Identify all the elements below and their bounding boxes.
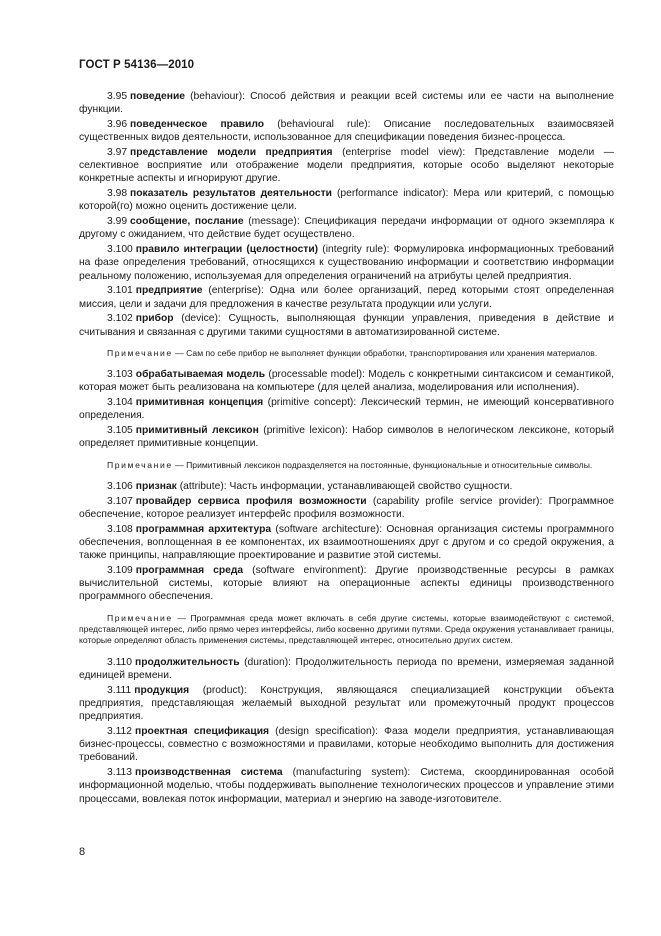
entry-definition: (capability profile service provider): Программное обеспечение, которое реализует интерфейс профиля возможности. xyxy=(79,495,614,521)
definition-entry xyxy=(79,215,614,241)
entry-term: продолжительность xyxy=(135,656,240,668)
document-body xyxy=(79,90,614,807)
definition-entry xyxy=(79,284,614,310)
entry-number: 3.111 xyxy=(107,684,132,696)
entry-number: 3.105 xyxy=(107,425,133,437)
entry-term: предприятие xyxy=(135,285,203,297)
entry-number: 3.101 xyxy=(107,285,133,297)
entry-number: 3.100 xyxy=(107,244,133,256)
definition-entry xyxy=(79,480,614,493)
entry-definition: (product): Конструкция, являющаяся специализацией конструкции объекта предприятия, представляющая желаемый выходной результат или промежуточный продукт процессов предприятия. xyxy=(79,684,614,723)
entry-definition: (manufacturing system): Система, скоординированная особой информационной моделью, чтобы поддерживать выполнение технологических процессов и управление этими процессами, вовлекая поток информации, материал и энергию на заводе-изготовителе. xyxy=(79,767,614,805)
note-paragraph xyxy=(79,460,614,471)
entry-number: 3.98 xyxy=(107,188,128,200)
definition-entry xyxy=(79,146,614,186)
entry-term: представление модели предприятия xyxy=(130,147,333,158)
entry-term: примитивный лексикон xyxy=(135,425,259,437)
document-header: ГОСТ Р 54136—2010 xyxy=(79,59,195,71)
entry-number: 3.107 xyxy=(107,495,133,507)
definition-entry xyxy=(79,725,614,765)
note-text: — Примитивный лексикон подразделяется на постоянные, функциональные и относительные символы. xyxy=(172,459,593,470)
entry-definition: (primitive concept): Лексический термин, не имеющий консервативного определения. xyxy=(79,397,615,422)
entry-number: 3.103 xyxy=(107,369,133,381)
definition-entry xyxy=(79,656,614,682)
entry-number: 3.113 xyxy=(107,767,133,779)
entry-term: правило интеграции (целостности) xyxy=(135,244,319,256)
definition-entry xyxy=(79,495,614,521)
entry-number: 3.95 xyxy=(107,91,128,102)
page-number: 8 xyxy=(79,846,86,858)
definition-entry xyxy=(79,396,614,422)
entry-definition: (device): Сущность, выполняющая функции управления, приведения в действие и считывания и связанная с другими такими сущностями в автоматизированной системе. xyxy=(79,313,614,338)
entry-definition: (software environment): Другие производственные ресурсы в рамках вычислительной системы, которые влияют на операционные аспекты единицы производственного программного обеспечения. xyxy=(79,565,614,603)
definition-entry xyxy=(79,684,614,724)
note-text: — Программная среда может включать в себя другие системы, которые взаимодействуют с системой, представляющей интерес, либо прямо через интерфейсы, либо косвенно другими путями. Среда окружения устанавливает границы, которые определяют область применения системы, представляющей интерес, относительно других систем. xyxy=(79,612,614,646)
note-label: Примечание xyxy=(107,612,173,623)
entry-number: 3.109 xyxy=(107,565,133,577)
entry-number: 3.110 xyxy=(107,656,133,668)
entry-number: 3.112 xyxy=(107,726,133,738)
entry-term: сообщение, послание xyxy=(130,216,244,228)
entry-term: обрабатываемая модель xyxy=(135,369,266,381)
entry-definition: (message): Спецификация передачи информации от одного экземпляра к другому с ожиданием, что действие будет осуществлено. xyxy=(79,216,615,241)
entry-term: поведение xyxy=(130,91,186,102)
entry-term: поведенческое правило xyxy=(130,119,265,130)
entry-term: продукция xyxy=(134,684,190,696)
entry-term: проектная спецификация xyxy=(135,726,270,738)
note-paragraph xyxy=(79,613,614,647)
definition-entry xyxy=(79,424,614,450)
definition-entry xyxy=(79,564,614,604)
entry-definition: (enterprise): Одна или более организаций, перед которыми стоят определенная миссия, цели и задачи для предложения в качестве результата продукции или услуги. xyxy=(79,285,614,310)
entry-number: 3.106 xyxy=(107,481,133,493)
definition-entry xyxy=(79,368,614,394)
entry-number: 3.108 xyxy=(107,523,133,535)
entry-number: 3.96 xyxy=(107,119,128,130)
definition-entry xyxy=(79,766,614,806)
entry-term: примитивная концепция xyxy=(135,397,264,409)
entry-term: прибор xyxy=(135,313,174,325)
entry-definition: (enterprise model view): Представление модели — селективное восприятие или отображение модели предприятия, которые особо выделяют некоторые конкретные аспекты и игнорируют другие. xyxy=(79,147,614,185)
entry-term: показатель результатов деятельности xyxy=(130,188,333,200)
entry-definition: (design specification): Фаза модели предприятия, устанавливающая бизнес-процессы, совместно с возможностями и правилами, которые необходимо выполнить для достижения требований. xyxy=(79,726,614,764)
entry-term: программная среда xyxy=(135,565,244,577)
note-label: Примечание xyxy=(107,459,173,470)
entry-term: программная архитектура xyxy=(135,523,272,535)
note-label: Примечание xyxy=(107,347,173,358)
note-text: — Сам по себе прибор не выполняет функции обработки, транспортирования или хранения материалов. xyxy=(172,347,598,358)
entry-term: признак xyxy=(135,481,177,493)
entry-number: 3.97 xyxy=(107,147,128,158)
entry-term: провайдер сервиса профиля возможности xyxy=(135,495,367,507)
entry-definition: (performance indicator): Мера или критерий, с помощью которой(го) можно оценить достижение цели. xyxy=(79,188,614,213)
entry-definition: (primitive lexicon): Набор символов в нелогическом лексиконе, который определяет примитивные концепции. xyxy=(79,425,614,450)
entry-term: производственная система xyxy=(135,767,283,779)
definition-entry xyxy=(79,90,614,116)
entry-number: 3.102 xyxy=(107,313,133,325)
definition-entry xyxy=(79,187,614,213)
definition-entry xyxy=(79,243,614,283)
entry-definition: (behaviour): Способ действия и реакции всей системы или ее части на выполнение функции. xyxy=(79,91,614,116)
entry-number: 3.99 xyxy=(107,216,128,228)
definition-entry xyxy=(79,312,614,338)
entry-definition: (processable model): Модель с конкретными синтаксисом и семантикой, которая может быть реализована на компьютере (для целей анализа, моделирования или исполнения). xyxy=(79,369,614,394)
definition-entry xyxy=(79,118,614,144)
entry-number: 3.104 xyxy=(107,397,133,409)
entry-definition: (integrity rule): Формулировка информационных требований на фазе определения требований, относящихся к существованию информации и соответствию информации реальному положению, используемая для определения ограничений на атрибуты целей предприятия. xyxy=(79,244,614,282)
definition-entry xyxy=(79,523,614,563)
entry-definition: (duration): Продолжительность периода по времени, измеряемая заданной единицей времени. xyxy=(79,656,614,682)
entry-definition: (software architecture): Основная организация системы программного обеспечения, воплощенная в ее компонентах, их взаимоотношениях друг с другом и со средой окружения, а также принципы, направляющие проектирование и развитие этой системы. xyxy=(79,523,614,562)
note-paragraph xyxy=(79,348,614,359)
entry-definition: (behavioural rule): Описание последовательных взаимосвязей существенных видов деятельности, использованное для спецификации поведения бизнес-процесса. xyxy=(79,119,614,144)
entry-definition: (attribute): Часть информации, устанавливающей свойство сущности. xyxy=(176,481,513,493)
